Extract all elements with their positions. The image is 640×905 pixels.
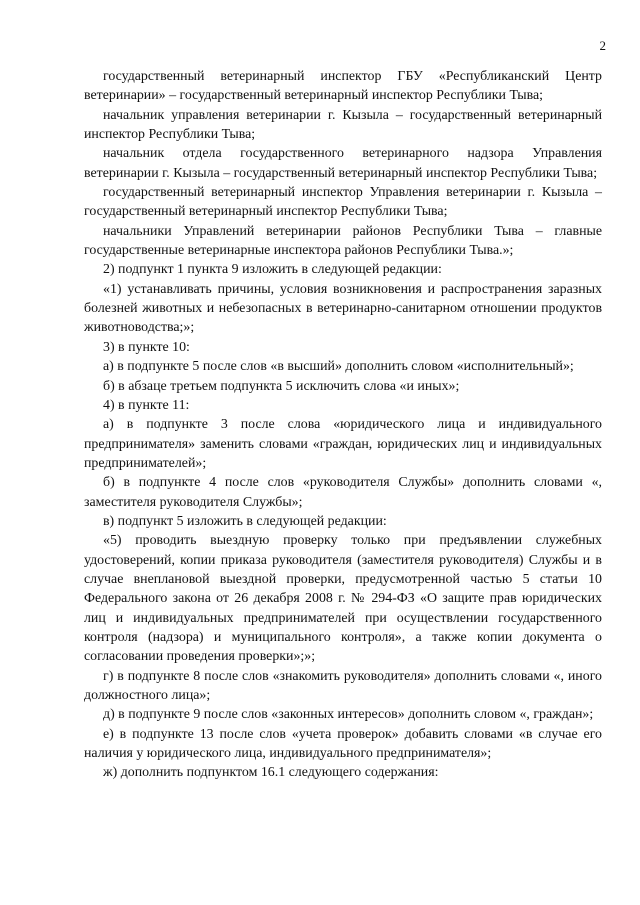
paragraph-item-3b: б) в абзаце третьем подпункта 5 исключить слова «и иных»; [103,378,460,394]
paragraph-heads-district-departments: начальники Управлений ветеринарии районов Республики Тыва – главные государственные ветеринарные инспектора районов Республики Тыва.»; [84,223,602,259]
paragraph-subitem-1-text: «1) устанавливать причины, условия возникновения и распространения заразных болезней животных и небезопасных в ветеринарно-санитарном отношении продуктов животноводства;»; [84,281,602,336]
paragraph-item-4d: д) в подпункте 9 после слов «законных интересов» дополнить словом «, граждан»; [103,707,594,723]
paragraph-head-kyzyl-vet-department: начальник управления ветеринарии г. Кызыла – государственный ветеринарный инспектор Республики Тыва; [84,107,602,143]
paragraph-state-inspector-kyzyl: государственный ветеринарный инспектор Управления ветеринарии г. Кызыла – государственный ветеринарный инспектор Республики Тыва; [84,185,602,220]
paragraph-item-4g: г) в подпункте 8 после слов «знакомить руководителя» дополнить словами «, иного должностного лица»; [84,668,602,703]
paragraph-item-4e: е) в подпункте 13 после слов «учета проверок» добавить словами «в случае его наличия у юридического лица, индивидуального предпринимателя»; [84,726,602,762]
paragraph-item-4: 4) в пункте 11: [103,397,190,413]
page-number: 2 [599,38,606,53]
paragraph-item-2: 2) подпункт 1 пункта 9 изложить в следующей редакции: [103,262,442,278]
paragraph-item-4a: а) в подпункте 3 после слова «юридического лица и индивидуального предпринимателя» заменить словами «граждан, юридических лиц и индивидуальных предпринимателей»; [84,417,602,471]
paragraph-item-4v: в) подпункт 5 изложить в следующей редакции: [103,513,387,529]
paragraph-item-4zh: ж) дополнить подпунктом 16.1 следующего содержания: [103,765,439,781]
paragraph-item-4b: б) в подпункте 4 после слов «руководителя Службы» дополнить словами «, заместителя руководителя Службы»; [84,475,602,510]
paragraph-item-3a: а) в подпункте 5 после слов «в высший» дополнить словом «исполнительный»; [103,359,574,375]
document-body [84,67,602,783]
paragraph-state-inspector-center: государственный ветеринарный инспектор ГБУ «Республиканский Центр ветеринарии» – государственный ветеринарный инспектор Республики Тыва; [84,69,602,104]
paragraph-subitem-5-text: «5) проводить выездную проверку только при предъявлении служебных удостоверений, копии приказа руководителя (заместителя руководителя) Службы и в случае внеплановой выездной проверки, предусмотренной частью 5 статьи 10 Федерального закона от 26 декабря 2008 г. № 294-ФЗ «О защите прав юридических лиц и индивидуальных предпринимателей при осуществлении государственного контроля (надзора) и муниципального контроля», а также копии документа о согласовании проведения проверки»;»; [84,533,602,665]
paragraph-item-3: 3) в пункте 10: [103,339,190,355]
paragraph-head-vet-supervision-section: начальник отдела государственного ветеринарного надзора Управления ветеринарии г. Кызыла – государственный ветеринарный инспектор Республики Тыва; [84,146,602,181]
